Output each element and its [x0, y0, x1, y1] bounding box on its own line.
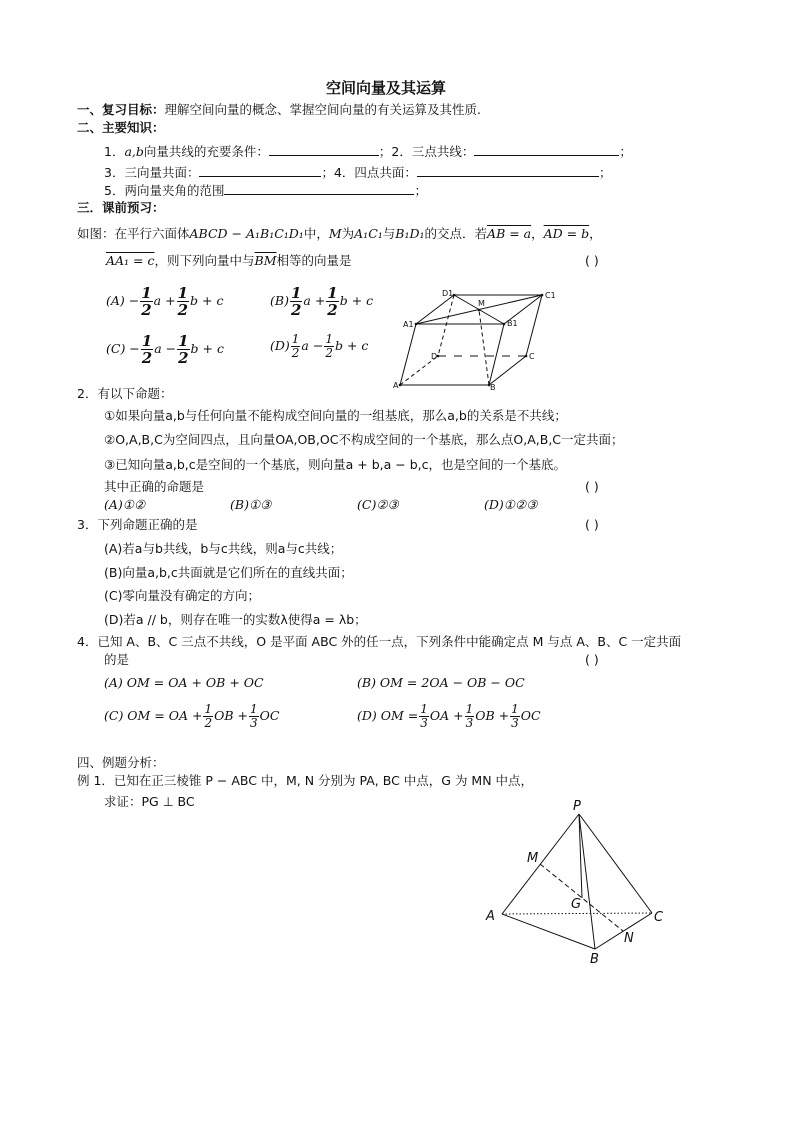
frac-den: 3 [250, 716, 258, 730]
q1-vec-aa1: AA₁ = c [106, 253, 155, 268]
q1-line-1: 如图：在平行六面体ABCD − A₁B₁C₁D₁中，M为A₁C₁与B₁D₁的交点．若AB = a，AD = b， [77, 226, 602, 241]
frac-den: 3 [420, 716, 428, 730]
q1-line-2 [106, 253, 352, 269]
opt4d-a: OA + [429, 708, 464, 723]
blank-collinear-vectors[interactable] [269, 143, 379, 156]
opt-b-mid: a + [303, 293, 326, 308]
label-m: M [478, 299, 485, 308]
fraction [203, 703, 213, 730]
label-a: A [393, 381, 399, 390]
opt-b-tail: b + c [339, 293, 374, 308]
q2-stem: 2．有以下命题： [77, 386, 173, 401]
frac-num: 1 [420, 702, 428, 716]
label-p: P [573, 799, 581, 814]
frac-num: 1 [141, 284, 152, 302]
knowledge-row-1: 1．a,b向量共线的充要条件： ；2．三点共线： ； [104, 144, 632, 159]
blank-four-points-coplanar[interactable] [417, 164, 599, 177]
q1-text-n: ，则下列向量中与 [154, 253, 255, 268]
fraction [249, 703, 259, 730]
frac-den: 2 [141, 349, 153, 367]
q1-point-m: M [328, 226, 342, 241]
opt4d-lead: (D) OM = [357, 708, 419, 723]
example-1-prove: 求证：PG ⊥ BC [104, 794, 195, 809]
q2-option-d[interactable]: (D)①②③ [484, 497, 538, 512]
q4-option-b[interactable]: (B) OM = 2OA − OB − OC [357, 675, 525, 690]
label-a2: A [486, 909, 495, 924]
q3-answer-bracket[interactable]: ( ) [585, 517, 599, 532]
section-3-label: 三．课前预习： [77, 200, 165, 215]
q1-text-c: 中， [303, 226, 329, 241]
frac-den: 2 [141, 301, 152, 319]
frac-num: 1 [177, 284, 189, 302]
label-b: B [490, 383, 496, 392]
opt4c-lead: (C) OM = OA + [104, 708, 203, 723]
q2-answer-bracket[interactable]: ( ) [585, 479, 599, 494]
blank-angle-range[interactable] [224, 182, 414, 195]
q2-option-a[interactable]: (A)①② [104, 497, 146, 512]
q3-option-a[interactable]: (A)若a与b共线，b与c共线，则a与c共线； [104, 541, 343, 556]
label-c1: C1 [545, 291, 556, 300]
label-a1: A1 [403, 320, 414, 329]
q4-answer-bracket[interactable]: ( ) [585, 652, 599, 667]
q4-stem-2: 的是 [104, 652, 130, 667]
frac-den: 3 [465, 716, 474, 730]
opt-b-lead: (B) [270, 293, 289, 308]
opt4c-mid: OB + [214, 708, 249, 723]
k2-text: ；2．三点共线： [378, 144, 475, 159]
section-4-label: 四、例题分析： [77, 755, 165, 770]
k1-math: a,b [124, 144, 144, 159]
q2-option-b[interactable]: (B)①③ [230, 497, 272, 512]
q1-text-e: 为 [341, 226, 355, 241]
q1-option-b[interactable] [270, 285, 373, 318]
q1-seg-a1c1: A₁C₁ [354, 226, 383, 241]
frac-num: 1 [465, 702, 474, 716]
frac-num: 1 [511, 702, 519, 716]
example-1: 例 1．已知在正三棱锥 P − ABC 中，M, N 分别为 PA, BC 中点，G 为 MN 中点， [77, 773, 534, 788]
blank-three-points-collinear[interactable] [474, 143, 619, 156]
q3-option-c[interactable]: (C)零向量没有确定的方向； [104, 588, 260, 603]
k1-num: 1． [104, 144, 125, 159]
blank-three-vectors-coplanar[interactable] [199, 164, 321, 177]
label-g: G [571, 897, 582, 912]
q2-statement-3: ③已知向量a,b,c是空间的一个基底，则向量a + b,a − b,c，也是空间的一个基底。 [104, 457, 566, 472]
q1-text-a: 如图：在平行六面体 [77, 226, 190, 241]
frac-den: 2 [291, 346, 300, 360]
k5-text: 5．两向量夹角的范围 [104, 183, 225, 198]
frac-den: 2 [177, 301, 189, 319]
frac-num: 1 [250, 702, 258, 716]
label-b2: B [590, 952, 599, 967]
opt4d-b: OB + [475, 708, 510, 723]
label-m2: M [527, 851, 539, 866]
opt-a-lead: (A) − [106, 293, 140, 308]
opt-d-mid: a − [301, 338, 324, 353]
q3-stem: 3．下列命题正确的是 [77, 517, 198, 532]
fraction [177, 333, 189, 366]
fraction [141, 333, 153, 366]
q1-vec-ad: AD = b [543, 226, 590, 241]
q1-comma: ， [531, 226, 544, 241]
q1-text-i: 的交点．若 [424, 226, 488, 241]
label-c: C [529, 352, 535, 361]
q3-option-d[interactable]: (D)若a // b，则存在唯一的实数λ使得a = λb； [104, 612, 367, 627]
k3-text: 3．三向量共面： [104, 165, 200, 180]
q2-question: 其中正确的命题是 [104, 479, 205, 494]
frac-num: 1 [327, 284, 338, 302]
opt4d-c: OC [520, 708, 541, 723]
opt-a-mid: a + [153, 293, 176, 308]
knowledge-row-2: 3．三向量共面： ；4．四点共面： ； [104, 165, 612, 180]
frac-num: 1 [291, 332, 300, 346]
label-d: D [431, 352, 438, 361]
pyramid-figure [482, 796, 672, 968]
q1-vec-bm: $\overline{BM}$ [254, 253, 277, 268]
parallelepiped-figure [392, 286, 562, 392]
label-b1: B1 [507, 319, 518, 328]
section-1-label: 一、复习目标： [77, 102, 165, 117]
fraction [465, 703, 475, 730]
frac-num: 1 [178, 332, 189, 350]
frac-num: 1 [290, 284, 302, 302]
fraction [177, 285, 189, 318]
frac-num: 1 [204, 702, 213, 716]
q1-option-a[interactable] [106, 285, 223, 318]
q1-text-g: 与 [382, 226, 396, 241]
opt4c-tail: OC [259, 708, 280, 723]
q4-option-a[interactable]: (A) OM = OA + OB + OC [104, 675, 264, 690]
q2-statement-1: ①如果向量a,b与任何向量不能构成空间向量的一组基底，那么a,b的关系是不共线； [104, 408, 567, 423]
q4-stem: 4．已知 A、B、C 三点不共线，O 是平面 ABC 外的任一点，下列条件中能确定点 M 与点 A、B、C 一定共面 [77, 634, 682, 649]
q4-option-d[interactable] [357, 703, 541, 730]
page-title: 空间向量及其运算 [326, 79, 447, 97]
opt-d-lead: (D) [270, 338, 290, 353]
section-1-text: 理解空间向量的概念、掌握空间向量的有关运算及其性质. [164, 102, 481, 117]
fraction [291, 333, 301, 360]
q1-seg-b1d1: B₁D₁ [395, 226, 425, 241]
opt-d-tail: b + c [334, 338, 369, 353]
q2-option-c[interactable]: (C)②③ [357, 497, 399, 512]
opt-a-tail: b + c [190, 293, 224, 308]
frac-den: 2 [290, 301, 302, 319]
opt-c-mid: a − [154, 341, 177, 356]
opt-c-tail: b + c [190, 341, 224, 356]
frac-den: 2 [204, 716, 213, 730]
opt-c-lead: (C) − [106, 341, 140, 356]
fraction [290, 285, 302, 318]
k4-text: ；4．四点共面： [321, 165, 417, 180]
q1-answer-bracket[interactable]: ( ) [585, 253, 599, 268]
q1-vec-ab: AB = a [487, 226, 532, 241]
knowledge-row-3: 5．两向量夹角的范围 ； [104, 183, 427, 198]
q3-option-b[interactable]: (B)向量a,b,c共面就是它们所在的直线共面； [104, 565, 353, 580]
frac-den: 2 [327, 301, 338, 319]
label-c2: C [654, 910, 664, 925]
frac-num: 1 [325, 332, 333, 346]
k1-text: 向量共线的充要条件： [143, 144, 269, 159]
frac-den: 2 [178, 349, 189, 367]
fraction [324, 333, 334, 360]
frac-num: 1 [141, 332, 153, 350]
label-d1: D1 [442, 289, 454, 298]
q4-option-c[interactable] [104, 703, 279, 730]
section-1 [77, 102, 481, 118]
section-2-label: 二、主要知识： [77, 120, 165, 135]
q2-statement-2: ②O,A,B,C为空间四点，且向量OA,OB,OC不构成空间的一个基底，那么点O,A,B,C一定共面； [104, 432, 624, 447]
q1-text-p: 相等的向量是 [276, 253, 352, 268]
frac-den: 3 [511, 716, 519, 730]
fraction [419, 703, 429, 730]
q1-option-d[interactable] [270, 333, 368, 360]
frac-den: 2 [325, 346, 333, 360]
fraction [326, 285, 338, 318]
q1-prism: ABCD − A₁B₁C₁D₁ [189, 226, 304, 241]
q1-option-c[interactable] [106, 333, 224, 366]
label-n: N [624, 931, 634, 946]
fraction [140, 285, 152, 318]
fraction [510, 703, 520, 730]
